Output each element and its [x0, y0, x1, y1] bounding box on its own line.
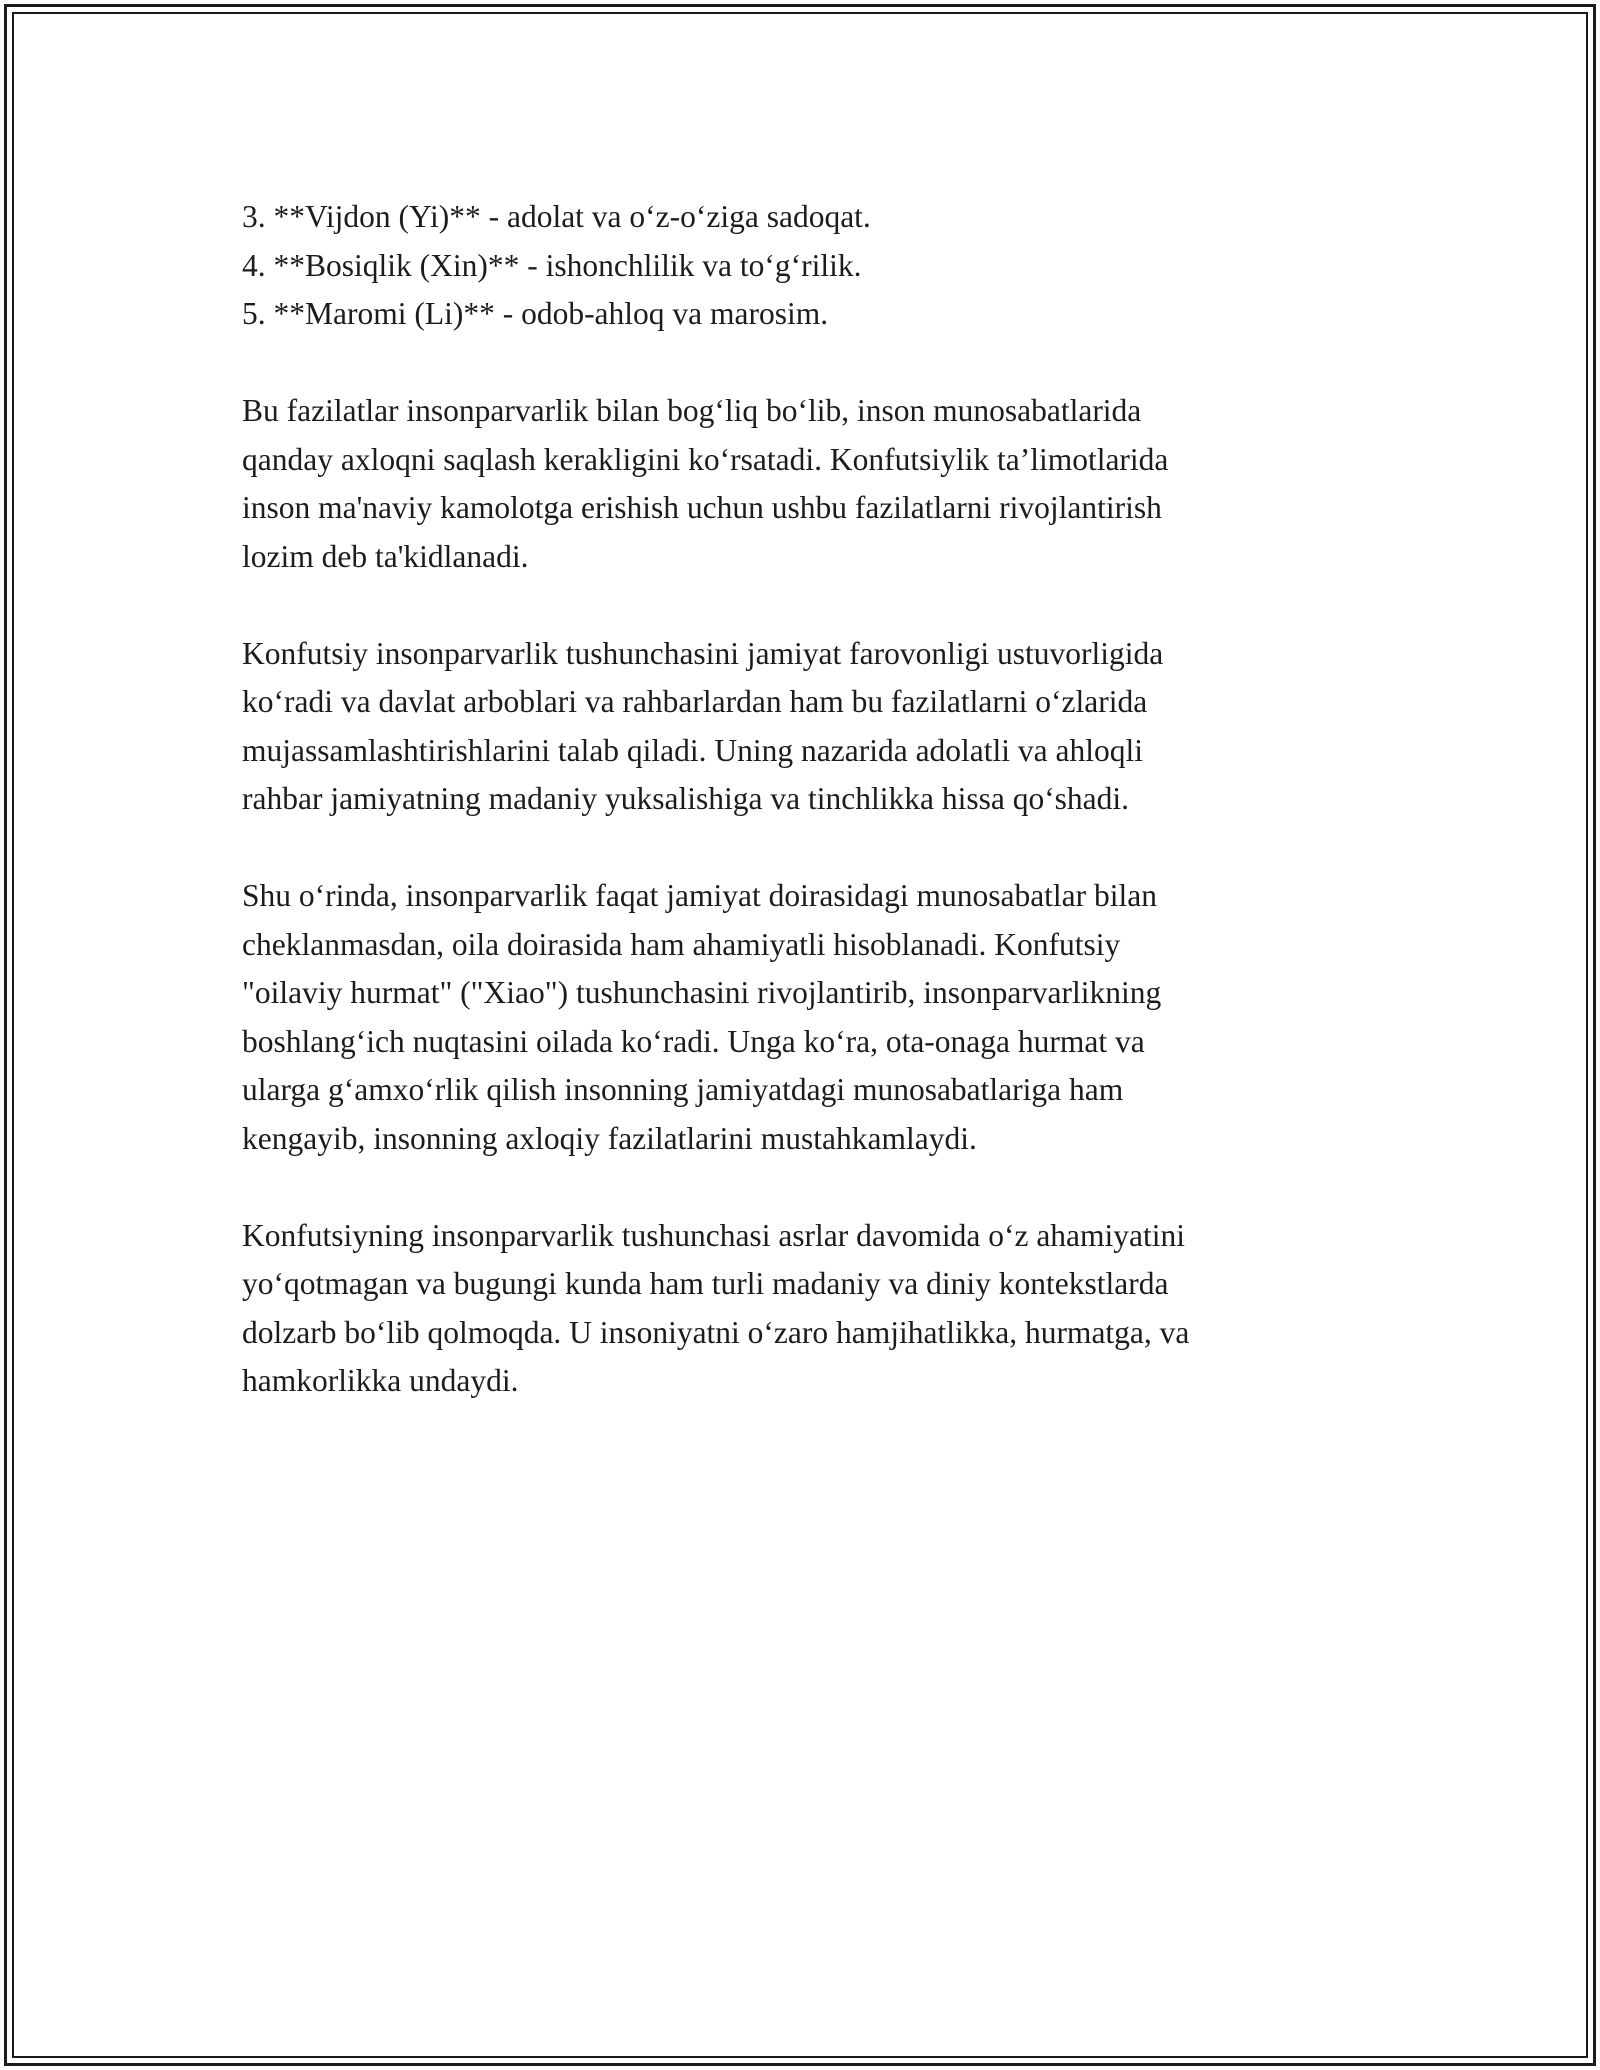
text-line: inson ma'naviy kamolotga erishish uchun ushbu fazilatlarni rivojlantirish	[242, 490, 1162, 525]
text-line: Bu fazilatlar insonparvarlik bilan bog‘liq bo‘lib, inson munosabatlarida	[242, 393, 1142, 428]
text-line: hamkorlikka undaydi.	[242, 1363, 519, 1398]
paragraph-society	[242, 630, 1372, 824]
text-line: boshlang‘ich nuqtasini oilada ko‘radi. Unga ko‘ra, ota-onaga hurmat va	[242, 1023, 1145, 1059]
text-line: qanday axloqni saqlash kerakligini ko‘rsatadi. Konfutsiylik ta’limotlarida	[242, 441, 1169, 477]
list-item: 4. **Bosiqlik (Xin)** - ishonchlilik va to‘g‘rilik.	[242, 247, 862, 283]
text-line: lozim deb ta'kidlanadi.	[242, 538, 529, 574]
text-line: Shu o‘rinda, insonparvarlik faqat jamiyat doirasidagi munosabatlar bilan	[242, 878, 1158, 913]
paragraph-family	[242, 872, 1372, 1163]
text-line: mujassamlashtirishlarini talab qiladi. Uning nazarida adolatli va ahloqli	[242, 732, 1144, 768]
text-line: "oilaviy hurmat" ("Xiao") tushunchasini rivojlantirib, insonparvarlikning	[242, 975, 1162, 1010]
text-line: rahbar jamiyatning madaniy yuksalishiga va tinchlikka hissa qo‘shadi.	[242, 781, 1130, 816]
document-body	[242, 193, 1372, 1454]
page-frame	[4, 4, 1596, 2066]
virtues-list	[242, 193, 1372, 339]
list-item: 5. **Maromi (Li)** - odob-ahloq va marosim.	[242, 296, 829, 331]
text-line: Konfutsiyning insonparvarlik tushunchasi asrlar davomida o‘z ahamiyatini	[242, 1217, 1186, 1253]
text-line: ko‘radi va davlat arboblari va rahbarlardan ham bu fazilatlarni o‘zlarida	[242, 684, 1148, 719]
list-item: 3. **Vijdon (Yi)** - adolat va o‘z-o‘ziga sadoqat.	[242, 199, 871, 234]
paragraph-virtues-meaning	[242, 387, 1372, 581]
paragraph-conclusion	[242, 1212, 1372, 1406]
text-line: ularga g‘amxo‘rlik qilish insonning jamiyatdagi munosabatlariga ham	[242, 1072, 1124, 1107]
text-line: yo‘qotmagan va bugungi kunda ham turli madaniy va diniy kontekstlarda	[242, 1266, 1169, 1301]
text-line: Konfutsiy insonparvarlik tushunchasini jamiyat farovonligi ustuvorligida	[242, 635, 1164, 671]
text-line: dolzarb bo‘lib qolmoqda. U insoniyatni o‘zaro hamjihatlikka, hurmatga, va	[242, 1314, 1190, 1350]
text-line: cheklanmasdan, oila doirasida ham ahamiyatli hisoblanadi. Konfutsiy	[242, 926, 1121, 962]
text-line: kengayib, insonning axloqiy fazilatlarini mustahkamlaydi.	[242, 1120, 977, 1156]
